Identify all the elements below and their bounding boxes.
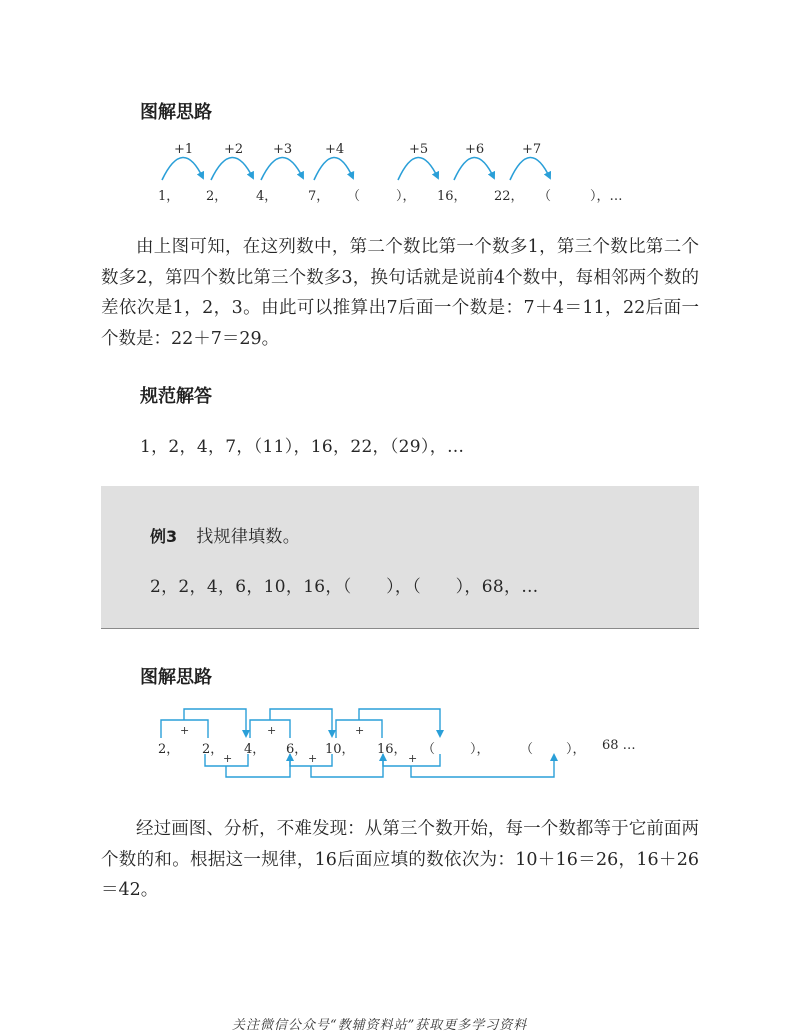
plus-sign: +	[223, 752, 233, 765]
seq-blank-open: （	[538, 189, 552, 204]
footer-watermark-text: 关注微信公众号“教辅资料站”获取更多学习资料	[232, 1018, 528, 1033]
seq2-blank-close: ），	[470, 742, 490, 757]
plus-sign: +	[355, 724, 365, 737]
upper-bracket-1-arrow	[184, 709, 246, 736]
seq-item: 22，	[494, 189, 524, 204]
diff-label-2: +2	[224, 142, 244, 157]
explanation-paragraph-2: 经过画图、分析，不难发现：从第三个数开始，每一个数都等于它前面两个数的和。根据这一规律，16后面应填的数依次为：10＋16＝26，16＋26＝42。	[101, 819, 699, 900]
diff-label-1: +1	[174, 142, 194, 157]
seq2-item: 6，	[286, 742, 308, 757]
diff-label-6: +6	[465, 142, 485, 157]
example-label: 例3	[150, 527, 178, 546]
seq2-item: 2，	[158, 742, 180, 757]
plus-sign: +	[267, 724, 277, 737]
seq2-blank-open: （	[422, 742, 436, 757]
seq2-item: 10，	[325, 742, 355, 757]
section-heading-answer: 规范解答	[140, 386, 212, 407]
example-sequence: 2，2，4，6，10，16，（ ），（ ），68，…	[150, 577, 539, 597]
section-heading-diagram-2: 图解思路	[140, 667, 212, 688]
plus-sign: +	[308, 752, 318, 765]
seq-item: 1，	[158, 189, 180, 204]
seq-item: 2，	[206, 189, 228, 204]
example-prompt: 找规律填数。	[196, 527, 301, 547]
upper-bracket-3-arrow	[359, 709, 440, 736]
seq-item: 7，	[308, 189, 330, 204]
seq2-blank-open: （	[520, 742, 534, 757]
seq2-item: 16，	[377, 742, 407, 757]
diff-label-3: +3	[273, 142, 293, 157]
seq2-item: 4，	[244, 742, 266, 757]
diff-label-4: +4	[325, 142, 345, 157]
seq2-item: 2，	[202, 742, 224, 757]
seq2-item-last: 68 …	[602, 738, 636, 753]
plus-sign: +	[408, 752, 418, 765]
seq-item: 4，	[256, 189, 278, 204]
answer-sequence: 1，2，4，7，（11），16，22，（29），…	[140, 437, 465, 457]
seq-item: 16，	[437, 189, 467, 204]
seq-blank-close-ellipsis: ），…	[590, 189, 623, 204]
explanation-paragraph-1: 由上图可知，在这列数中，第二个数比第一个数多1，第三个数比第二个数多2，第四个数比第三个数多3，换句话就是说前4个数中，每相邻两个数的差依次是1，2，3。由此可以推算出7后面一个数是：7＋4＝11，22后面一个数是：22＋7＝29。	[101, 237, 699, 349]
plus-sign: +	[180, 724, 190, 737]
diff-label-7: +7	[522, 142, 542, 157]
upper-bracket-2-arrow	[270, 709, 332, 736]
section-heading-diagram-1: 图解思路	[140, 102, 212, 123]
seq2-blank-close: ），	[566, 742, 586, 757]
seq-blank-open: （	[347, 189, 361, 204]
diff-label-5: +5	[409, 142, 429, 157]
seq-blank-close: ），	[396, 189, 416, 204]
